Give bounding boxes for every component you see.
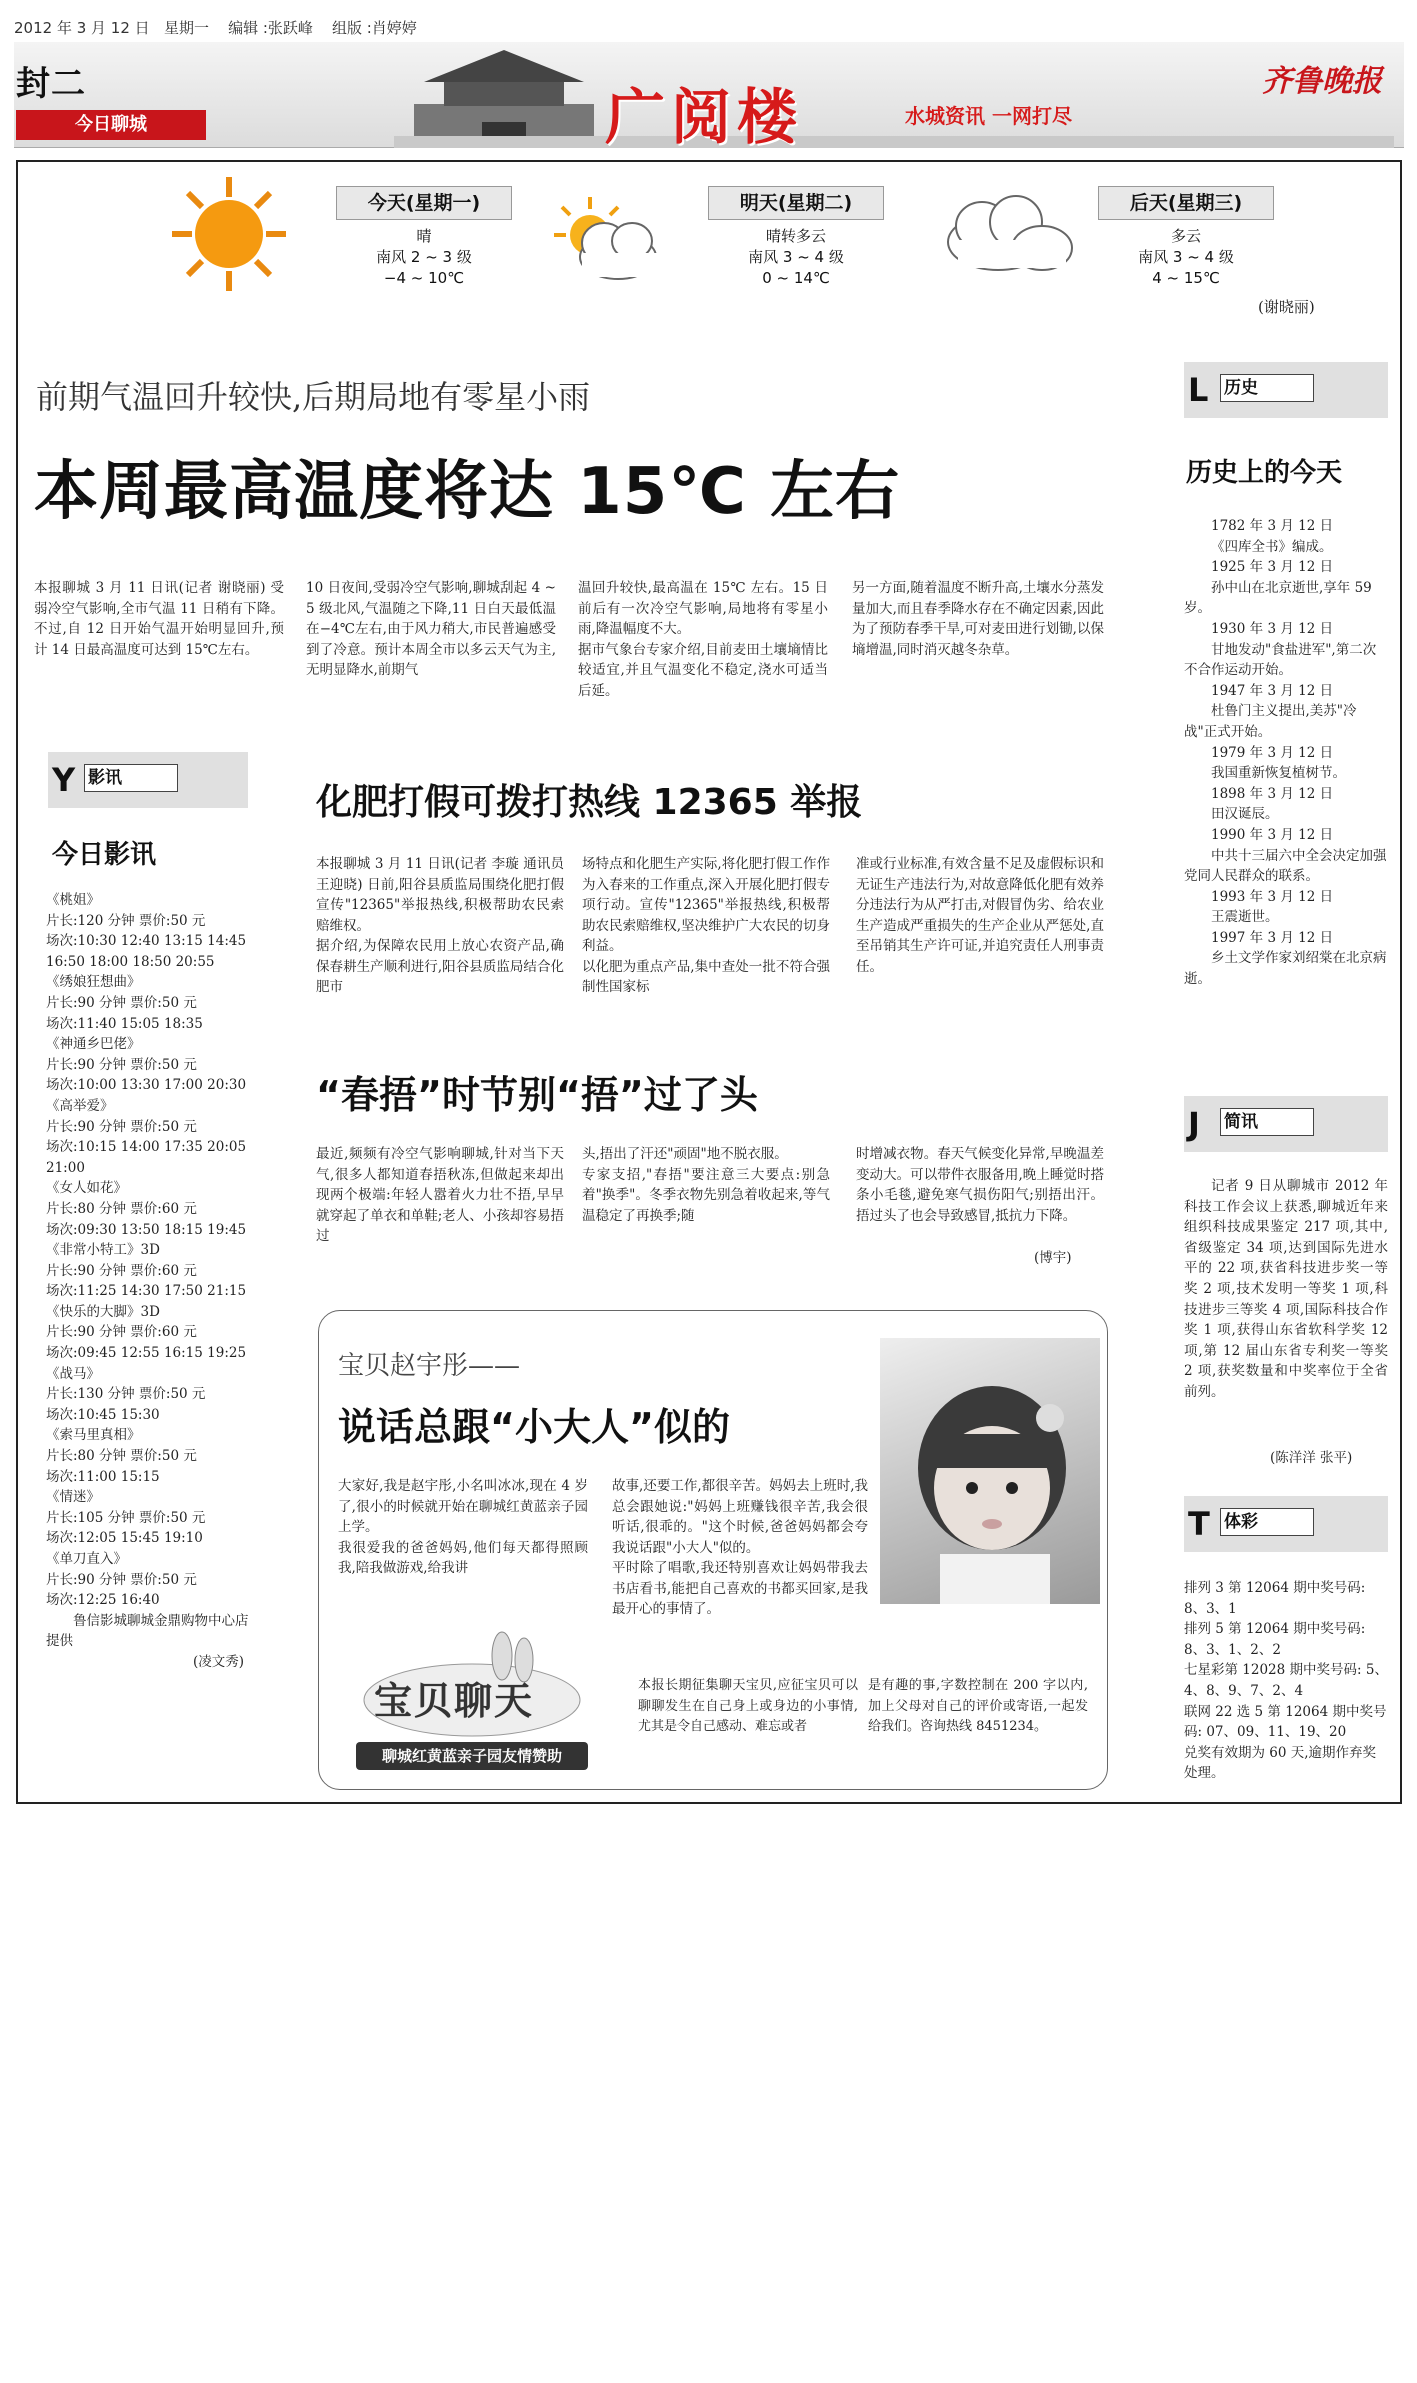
baby-sponsor: 聊城红黄蓝亲子园友情赞助: [356, 1742, 588, 1770]
movie-name: 《单刀直入》: [46, 1551, 127, 1567]
jianxun-text: 记者 9 日从聊城市 2012 年科技工作会议上获悉,聊城近年来组织科技成果鉴定 217 项,其中,省级鉴定 34 项,达到国际先进水平的 22 项,获省科技进步奖一等奖 2 项,技术发明一等奖 1 项,科技进步三等奖 4 项,国际科技合作奖 1 项,获得山东省软科学奖 12 项,第 12 届山东省专利奖一等奖 2 项,获奖数量和中奖率位于全省前列。: [1184, 1178, 1388, 1400]
movie-info: 片长:90 分钟 票价:50 元: [46, 994, 197, 1011]
weather-byline: (谢晓丽): [1258, 298, 1315, 316]
history-date: 1930 年 3 月 12 日: [1211, 620, 1334, 637]
baby-chat-logo: [352, 1630, 592, 1772]
history-label: 历史: [1220, 374, 1314, 402]
movie-info: 片长:90 分钟 票价:60 元: [46, 1262, 197, 1279]
movie-item: [46, 1302, 252, 1364]
movie-name: 《战马》: [46, 1365, 100, 1382]
fert-col-3: 准或行业标准,有效含量不足及虚假标识和无证生产违法行为,对故意降低化肥有效养分违法行为从严打击,对假冒伪劣、给农业生产造成严重损失的生产企业从严惩处,直至吊销其生产许可证,并追究责任人刑事责任。: [856, 856, 1104, 975]
page-label: 封二: [16, 64, 86, 104]
weather-day2-title: 明天(星期二): [708, 186, 884, 220]
lead-title: 本周最高温度将达 15℃ 左右: [34, 455, 901, 529]
movie-item: [46, 890, 252, 972]
weather-day1: [334, 226, 514, 289]
history-date: 1898 年 3 月 12 日: [1211, 785, 1334, 802]
history-date: 1993 年 3 月 12 日: [1211, 888, 1334, 905]
movie-times: 场次:09:45 12:55 16:15 19:25: [46, 1345, 247, 1362]
movie-times: 场次:09:30 13:50 18:15 19:45: [46, 1221, 247, 1238]
yingxun-header: [48, 752, 248, 808]
movie-times: 场次:10:15 14:00 17:35 20:05 21:00: [46, 1139, 247, 1176]
weather-day3-title: 后天(星期三): [1098, 186, 1274, 220]
newspaper-brand: 齐鲁晚报: [1262, 64, 1382, 99]
baby-photo: [880, 1338, 1100, 1604]
history-entry: [1184, 928, 1388, 990]
fert-title: 化肥打假可拨打热线 12365 举报: [316, 782, 863, 823]
movie-info: 片长:105 分钟 票价:50 元: [46, 1509, 206, 1526]
history-entry: [1184, 887, 1388, 928]
movie-name: 《高举爱》: [46, 1097, 114, 1114]
baby-notice-1: 本报长期征集聊天宝贝,应征宝贝可以聊聊发生在自己身上或身边的小事情,尤其是令自己感动、难忘或者: [638, 1678, 858, 1734]
history-date: 1979 年 3 月 12 日: [1211, 744, 1334, 761]
movie-times: 场次:12:25 16:40: [46, 1592, 160, 1609]
history-date: 1782 年 3 月 12 日: [1211, 518, 1334, 534]
editor-credit: 编辑 :张跃峰: [228, 19, 313, 37]
history-title: 历史上的今天: [1186, 458, 1343, 488]
yingxun-letter: Y: [52, 761, 76, 799]
movie-info: 片长:120 分钟 票价:50 元: [46, 912, 206, 929]
weather-day3-cond: 多云: [1170, 227, 1201, 245]
ticai-header: [1184, 1496, 1388, 1552]
movie-item: [46, 1487, 252, 1549]
column-logo: 广阅楼: [605, 83, 803, 153]
baby-col-1: 大家好,我是赵宇彤,小名叫冰冰,现在 4 岁了,很小的时候就开始在聊城红黄蓝亲子园上学。 我很爱我的爸爸妈妈,他们每天都得照顾我,陪我做游戏,给我讲: [338, 1478, 588, 1576]
ticai-label: 体彩: [1220, 1508, 1314, 1536]
movie-name: 《女人如花》: [46, 1180, 127, 1197]
weather-day2-wind: 南风 3 ~ 4 级: [748, 248, 844, 266]
ticai-letter: T: [1188, 1505, 1210, 1543]
yingxun-title: 今日影讯: [52, 840, 157, 870]
movie-item: [46, 1364, 252, 1426]
weather-day3: [1096, 226, 1276, 289]
history-text: 《四库全书》编成。: [1211, 538, 1333, 555]
movie-times: 场次:10:00 13:30 17:00 20:30: [46, 1077, 247, 1094]
movie-item: [46, 1178, 252, 1240]
movie-item: [46, 1096, 252, 1178]
baby-col-2: 故事,还要工作,都很辛苦。妈妈去上班时,我总会跟她说:"妈妈上班赚钱很辛苦,我会很听话,很乖的。"这个时候,爸爸妈妈都会夸我说话跟"小大人"似的。 平时除了唱歌,我还特别喜欢让妈妈带我去书店看书,能把自己喜欢的书都买回家,是我最开心的事情了。: [612, 1478, 868, 1617]
baby-title: 说话总跟“小大人”似的: [338, 1405, 730, 1449]
history-text: 甘地发动"食盐进军",第二次不合作运动开始。: [1184, 641, 1377, 679]
history-entry: [1184, 516, 1388, 557]
chunwu-byline: (博宇): [1034, 1250, 1072, 1266]
history-text: 孙中山在北京逝世,享年 59 岁。: [1184, 579, 1372, 617]
history-letter: L: [1188, 371, 1209, 409]
history-entry: [1184, 743, 1388, 784]
issue-date: 2012 年 3 月 12 日: [14, 19, 150, 37]
history-text: 田汉诞辰。: [1211, 806, 1279, 823]
jianxun-label: 简讯: [1220, 1108, 1314, 1136]
history-entry: [1184, 557, 1388, 619]
movie-info: 片长:90 分钟 票价:50 元: [46, 1571, 197, 1588]
weather-day1-title: 今天(星期一): [336, 186, 512, 220]
movie-info: 片长:90 分钟 票价:50 元: [46, 1118, 197, 1135]
baby-notice-2: 是有趣的事,字数控制在 200 字以内,加上父母对自己的评价或寄语,一起发给我们。咨询热线 8451234。: [868, 1678, 1088, 1734]
column-slogan: 水城资讯 一网打尽: [905, 104, 1072, 128]
movie-info: 片长:130 分钟 票价:50 元: [46, 1386, 206, 1403]
jianxun-byline: (陈洋洋 张平): [1270, 1450, 1353, 1466]
weather-day2-cond: 晴转多云: [765, 227, 826, 245]
designer-credit: 组版 :肖婷婷: [331, 19, 417, 37]
history-text: 乡土文学作家刘绍棠在北京病逝。: [1184, 950, 1387, 988]
section-tab: 今日聊城: [16, 110, 206, 140]
yingxun-label: 影讯: [84, 764, 178, 792]
lead-col-4: 另一方面,随着温度不断升高,土壤水分蒸发量加大,而且春季降水存在不确定因素,因此为了预防春季干旱,可对麦田进行划锄,以保墒增温,同时消灭越冬杂草。: [852, 580, 1104, 658]
weather-day1-wind: 南风 2 ~ 3 级: [376, 248, 472, 266]
sunny-cloudy-icon: [552, 195, 662, 287]
movie-name: 《神通乡巴佬》: [46, 1036, 141, 1053]
history-text: 杜鲁门主义提出,美苏"冷战"正式开始。: [1184, 703, 1357, 740]
lead-subtitle: 前期气温回升较快,后期局地有零星小雨: [36, 378, 591, 416]
child-portrait-icon: [880, 1338, 1100, 1604]
movie-times: 场次:11:40 15:05 18:35: [46, 1015, 203, 1032]
weather-day3-temp: 4 ~ 15℃: [1152, 269, 1220, 287]
movie-item: [46, 1034, 252, 1096]
movie-times: 场次:11:00 15:15: [46, 1468, 160, 1485]
history-entry: [1184, 825, 1388, 887]
history-date: 1997 年 3 月 12 日: [1211, 929, 1334, 946]
movie-provider: 鲁信影城聊城金鼎购物中心店提供: [46, 1612, 249, 1650]
history-list: [1184, 516, 1388, 990]
movie-times: 场次:12:05 15:45 19:10: [46, 1530, 203, 1547]
history-text: 我国重新恢复植树节。: [1211, 765, 1346, 782]
cloudy-icon: [938, 186, 1078, 286]
history-date: 1947 年 3 月 12 日: [1211, 682, 1334, 699]
history-entry: [1184, 784, 1388, 825]
weather-day2: [706, 226, 886, 289]
weather-day3-wind: 南风 3 ~ 4 级: [1138, 248, 1234, 266]
movie-item: [46, 1240, 252, 1302]
movie-name: 《桃姐》: [46, 892, 100, 908]
history-entry: [1184, 619, 1388, 681]
fert-col-2: 场特点和化肥生产实际,将化肥打假工作作为入春来的工作重点,深入开展化肥打假专项行动。宣传"12365"举报热线,积极帮助农民索赔维权,坚决维护广大农民的切身利益。 以化肥为重点产品,集中查处一批不符合强制性国家标: [582, 856, 830, 995]
weather-day2-temp: 0 ~ 14℃: [762, 269, 830, 287]
ticai-text: 排列 3 第 12064 期中奖号码: 8、3、1 排列 5 第 12064 期中奖号码: 8、3、1、2、2 七星彩第 12028 期中奖号码: 5、4、8、9、7、2、4 联网 22 选 5 第 12064 期中奖号码: 07、09、11、19、20 兑奖有效期为 60 天,逾期作弃奖处理。: [1184, 1580, 1388, 1782]
movie-name: 《快乐的大脚》3D: [46, 1303, 160, 1320]
movie-name: 《非常小特工》3D: [46, 1242, 160, 1259]
history-text: 王震逝世。: [1211, 909, 1279, 926]
movie-info: 片长:90 分钟 票价:60 元: [46, 1324, 197, 1341]
history-date: 1990 年 3 月 12 日: [1211, 826, 1334, 843]
jianxun-letter: J: [1188, 1105, 1200, 1143]
movie-byline: (凌文秀): [192, 1653, 244, 1670]
lead-col-1: 本报聊城 3 月 11 日讯(记者 谢晓丽) 受弱冷空气影响,全市气温 11 日稍有下降。不过,自 12 日开始气温开始明显回升,预计 14 日最高温度可达到 15℃左右。: [34, 580, 284, 658]
movie-info: 片长:80 分钟 票价:50 元: [46, 1448, 197, 1465]
jianxun-header: [1184, 1096, 1388, 1152]
movie-times: 场次:10:30 12:40 13:15 14:45 16:50 18:00 18:50 20:55: [46, 933, 247, 970]
weather-day1-temp: −4 ~ 10℃: [383, 269, 465, 287]
movie-name: 《索马里真相》: [46, 1427, 141, 1444]
top-info-bar: [14, 14, 1404, 42]
chunwu-col-2: 头,捂出了汗还"顽固"地不脱衣服。 专家支招,"春捂"要注意三大要点:别急着"换季"。冬季衣物先别急着收起来,等气温稳定了再换季;随: [582, 1146, 830, 1224]
movie-item: [46, 972, 252, 1034]
movie-info: 片长:90 分钟 票价:50 元: [46, 1056, 197, 1073]
movie-item: [46, 1425, 252, 1487]
movie-list: [46, 890, 252, 1673]
weather-day1-cond: 晴: [416, 227, 432, 245]
movie-item: [46, 1549, 252, 1611]
history-text: 中共十三届六中全会决定加强党同人民群众的联系。: [1184, 847, 1387, 885]
movie-name: 《绣娘狂想曲》: [46, 974, 141, 991]
baby-chat-logo-text: 宝贝聊天: [374, 1678, 535, 1723]
movie-name: 《情迷》: [46, 1489, 100, 1506]
fert-col-1: 本报聊城 3 月 11 日讯(记者 李璇 通讯员 王迎晓) 日前,阳谷县质监局围绕化肥打假宣传"12365"举报热线,积极帮助农民索赔维权。 据介绍,为保障农民用上放心农资产品,确保春耕生产顺利进行,阳谷县质监局结合化肥市: [316, 856, 564, 995]
movie-info: 片长:80 分钟 票价:60 元: [46, 1200, 197, 1217]
lead-col-2: 10 日夜间,受弱冷空气影响,聊城刮起 4 ~ 5 级北风,气温随之下降,11 日白天最低温在−4℃左右,由于风力稍大,市民普遍感受到了冷意。预计本周全市以多云天气为主,无明显降水,前期气: [306, 580, 556, 678]
issue-weekday: 星期一: [163, 19, 209, 37]
chunwu-col-3: 时增减衣物。春天气候变化异常,早晚温差变动大。可以带件衣服备用,晚上睡觉时搭条小毛毯,避免寒气损伤阳气;别捂出汗。捂过头了也会导致感冒,抵抗力下降。: [856, 1146, 1104, 1224]
sun-icon: [170, 175, 288, 293]
movie-times: 场次:10:45 15:30: [46, 1406, 160, 1423]
history-entry: [1184, 681, 1388, 743]
baby-kicker: 宝贝赵宇彤——: [338, 1351, 521, 1381]
chunwu-col-1: 最近,频频有冷空气影响聊城,针对当下天气,很多人都知道春捂秋冻,但做起来却出现两个极端:年轻人嚣着火力壮不捂,早早就穿起了单衣和单鞋;老人、小孩却容易捂过: [316, 1146, 564, 1244]
chunwu-title: “春捂”时节别“捂”过了头: [316, 1073, 758, 1117]
lead-col-3: 温回升较快,最高温在 15℃ 左右。15 日前后有一次冷空气影响,局地将有零星小雨,降温幅度不大。 据市气象台专家介绍,目前麦田土壤墒情比较适宜,并且气温变化不稳定,浇水可适当后延。: [578, 580, 828, 699]
history-header: [1184, 362, 1388, 418]
movie-times: 场次:11:25 14:30 17:50 21:15: [46, 1283, 247, 1300]
history-date: 1925 年 3 月 12 日: [1211, 559, 1334, 576]
